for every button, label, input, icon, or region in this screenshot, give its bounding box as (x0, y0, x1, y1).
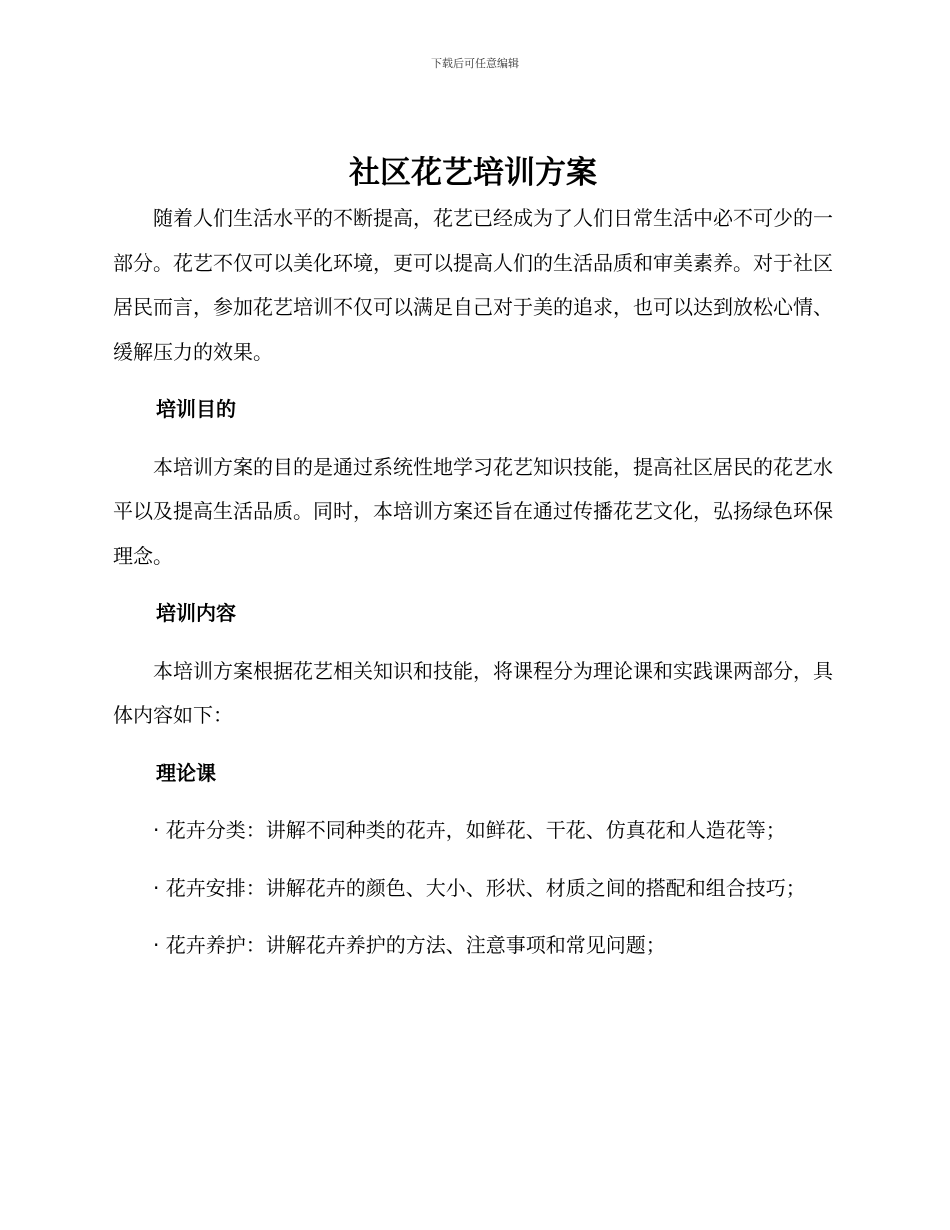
document-body (113, 150, 833, 968)
list-item: · 花卉安排：讲解花卉的颜色、大小、形状、材质之间的搭配和组合技巧； (153, 875, 806, 900)
content-paragraph: 本培训方案根据花艺相关知识和技能，将课程分为理论课和实践课两部分，具体内容如下： (113, 658, 833, 727)
list-item: · 花卉分类：讲解不同种类的花卉，如鲜花、干花、仿真花和人造花等； (153, 818, 786, 842)
intro-paragraph: 随着人们生活水平的不断提高，花艺已经成为了人们日常生活中必不可少的一部分。花艺不仅可以美化环境，更可以提高人们的生活品质和审美素养。对于社区居民而言，参加花艺培训不仅可以满足自己对于美的追求，也可以达到放松心情、缓解压力的效果。 (113, 206, 833, 364)
section-heading-theory: 理论课 (156, 760, 216, 785)
list-item: · 花卉养护：讲解花卉养护的方法、注意事项和常见问题； (153, 933, 666, 957)
section-heading-content: 培训内容 (156, 601, 236, 625)
document-title: 社区花艺培训方案 (349, 155, 597, 191)
purpose-paragraph: 本培训方案的目的是通过系统性地学习花艺知识技能，提高社区居民的花艺水平以及提高生活品质。同时，本培训方案还旨在通过传播花艺文化，弘扬绿色环保理念。 (113, 454, 833, 568)
section-heading-purpose: 培训目的 (156, 397, 236, 421)
header-note: 下载后可任意编辑 (431, 57, 519, 70)
